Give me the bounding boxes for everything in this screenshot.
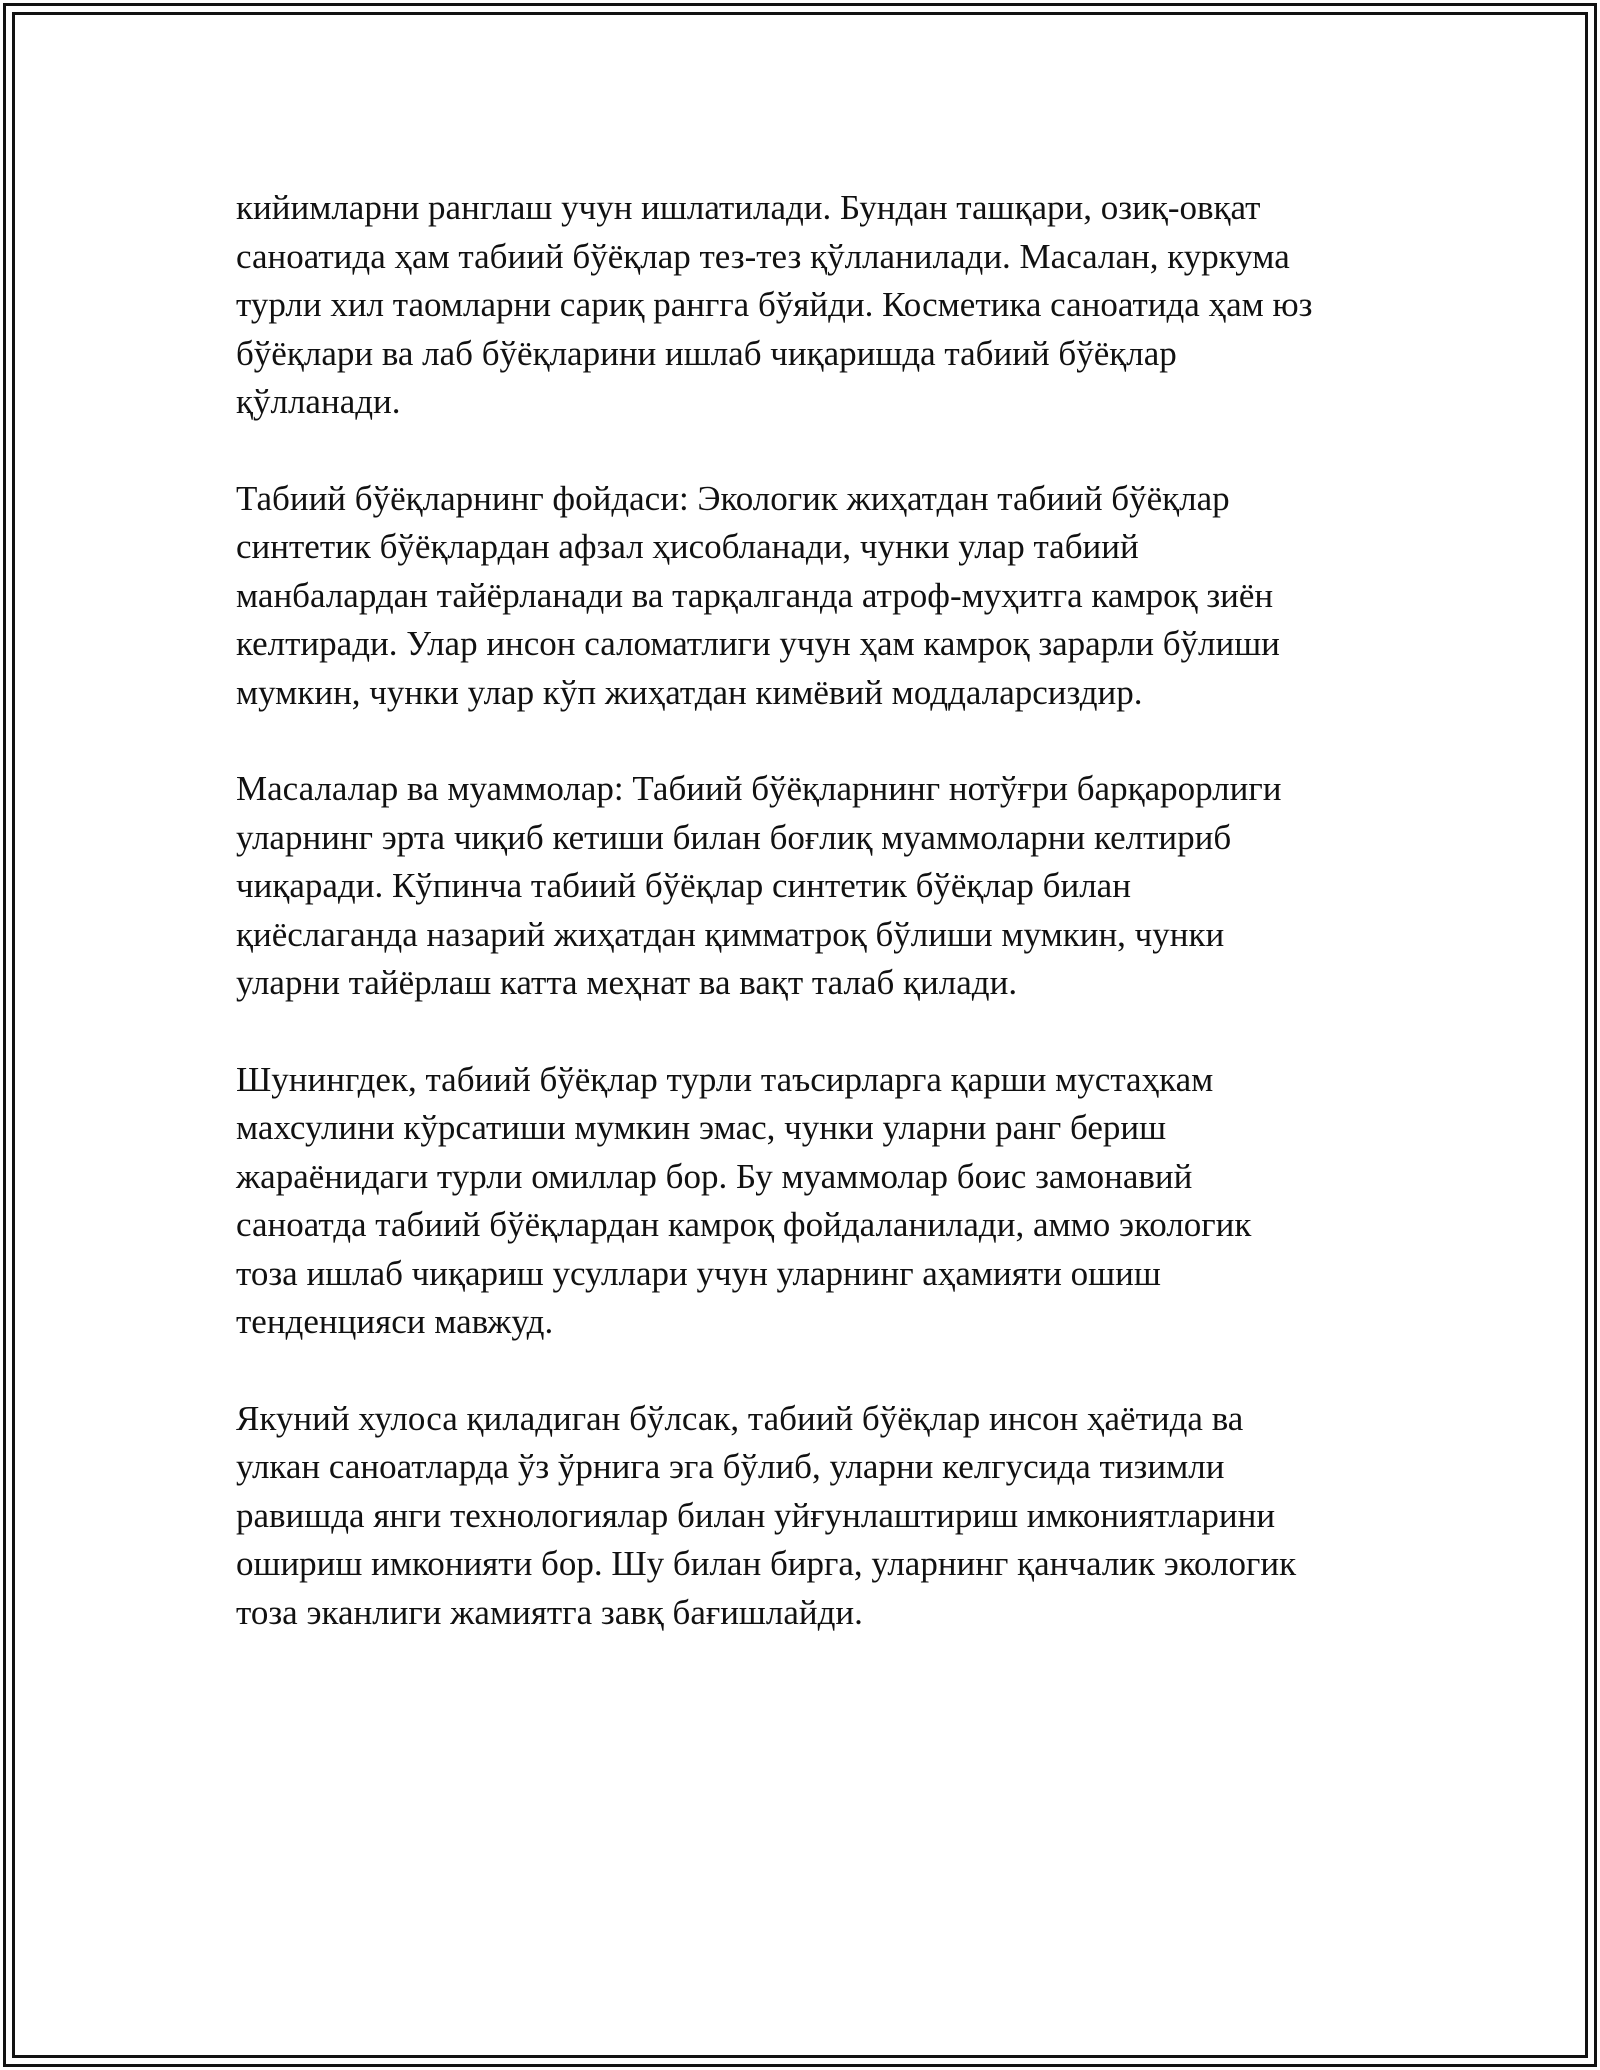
paragraph-3 bbox=[236, 765, 1376, 1008]
text-line: равишда янги технологиялар билан уйғунлаштириш имкониятларини bbox=[236, 1495, 1276, 1535]
text-line: тенденцияси мавжуд. bbox=[236, 1302, 554, 1341]
text-line: жараёнидаги турли омиллар бор. Бу муаммолар боис замонавий bbox=[236, 1156, 1193, 1196]
text-line: тоза эканлиги жамиятга завқ бағишлайди. bbox=[236, 1592, 863, 1632]
text-line: кийимларни ранглаш учун ишлатилади. Бундан ташқари, озиқ-овқат bbox=[236, 188, 1261, 227]
text-line: улкан саноатларда ўз ўрнига эга бўлиб, уларни келгусида тизимли bbox=[236, 1447, 1225, 1486]
paragraph-5 bbox=[236, 1395, 1376, 1638]
text-line: қўлланади. bbox=[236, 382, 401, 421]
text-line: саноатида ҳам табиий бўёқлар тез-тез қўлланилади. Масалан, куркума bbox=[236, 236, 1290, 276]
text-line: Масалалар ва муаммолар: Табиий бўёқларнинг нотўғри барқарорлиги bbox=[236, 769, 1282, 808]
paragraph-2 bbox=[236, 475, 1376, 718]
text-line: саноатда табиий бўёқлардан камроқ фойдаланилади, аммо экологик bbox=[236, 1205, 1252, 1244]
text-line: уларнинг эрта чиқиб кетиши билан боғлиқ муаммоларни келтириб bbox=[236, 817, 1232, 857]
text-line: ошириш имконияти бор. Шу билан бирга, уларнинг қанчалик экологик bbox=[236, 1544, 1297, 1583]
paragraph-1 bbox=[236, 184, 1376, 427]
text-line: Якуний хулоса қиладиган бўлсак, табиий бўёқлар инсон ҳаётида ва bbox=[236, 1398, 1244, 1438]
text-line: чиқаради. Кўпинча табиий бўёқлар синтетик бўёқлар билан bbox=[236, 866, 1131, 905]
paragraph-4 bbox=[236, 1056, 1376, 1347]
text-line: тоза ишлаб чиқариш усуллари учун уларнинг аҳамияти ошиш bbox=[236, 1253, 1161, 1293]
text-line: манбалардан тайёрланади ва тарқалганда атроф-муҳитга камроқ зиён bbox=[236, 575, 1274, 615]
text-line: қиёслаганда назарий жиҳатдан қимматроқ бўлиши мумкин, чунки bbox=[236, 914, 1225, 954]
text-line: турли хил таомларни сариқ рангга бўяйди. Косметика саноатида ҳам юз bbox=[236, 285, 1313, 324]
text-line: Табиий бўёқларнинг фойдаси: Экологик жиҳатдан табиий бўёқлар bbox=[236, 478, 1230, 518]
text-line: келтиради. Улар инсон саломатлиги учун ҳам камроқ зарарли бўлиши bbox=[236, 624, 1280, 663]
document-body bbox=[236, 184, 1376, 1685]
text-line: Шунингдек, табиий бўёқлар турли таъсирларга қарши мустаҳкам bbox=[236, 1059, 1214, 1099]
text-line: уларни тайёрлаш катта меҳнат ва вақт талаб қилади. bbox=[236, 963, 1018, 1002]
text-line: бўёқлари ва лаб бўёқларини ишлаб чиқаришда табиий бўёқлар bbox=[236, 333, 1177, 373]
text-line: мумкин, чунки улар кўп жиҳатдан кимёвий моддаларсиздир. bbox=[236, 672, 1143, 712]
text-line: синтетик бўёқлардан афзал ҳисобланади, чунки улар табиий bbox=[236, 527, 1139, 566]
text-line: махсулини кўрсатиши мумкин эмас, чунки уларни ранг бериш bbox=[236, 1108, 1167, 1147]
